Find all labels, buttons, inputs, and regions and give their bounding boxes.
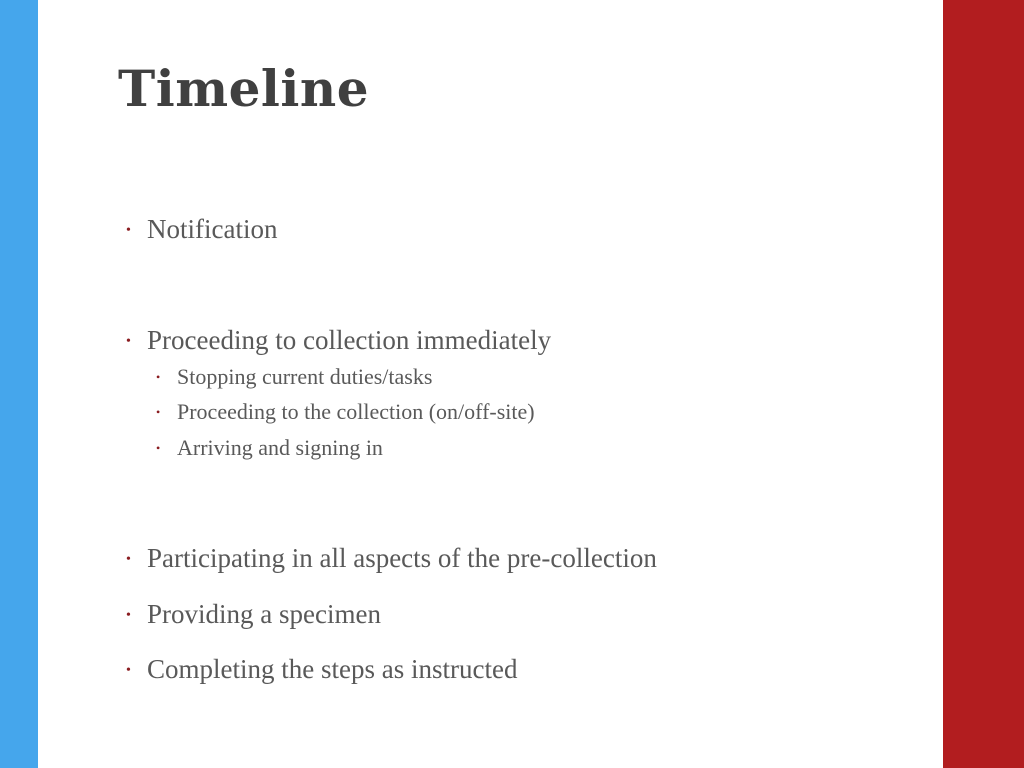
sub-bullet-dot-icon: • xyxy=(156,441,161,455)
bullet-item xyxy=(126,212,277,248)
bullet-item xyxy=(126,323,551,359)
slide-title: Timeline xyxy=(118,59,370,118)
bullet-text: Proceeding to collection immediately xyxy=(147,325,552,355)
bullet-text: Providing a specimen xyxy=(147,599,381,629)
sub-bullet-dot-icon: • xyxy=(156,370,161,384)
bullet-text: Completing the steps as instructed xyxy=(147,654,518,684)
sub-bullet-text: Proceeding to the collection (on/off-site) xyxy=(177,399,535,424)
right-accent-bar xyxy=(943,0,1024,768)
sub-bullet-text: Arriving and signing in xyxy=(177,435,383,460)
sub-bullet-item xyxy=(156,397,535,427)
bullet-dot-icon: • xyxy=(126,608,131,623)
bullet-item xyxy=(126,597,381,633)
sub-bullet-text: Stopping current duties/tasks xyxy=(177,364,433,389)
bullet-dot-icon: • xyxy=(126,334,131,349)
sub-bullet-item xyxy=(156,433,383,463)
bullet-dot-icon: • xyxy=(126,552,131,567)
bullet-dot-icon: • xyxy=(126,223,131,238)
bullet-text: Notification xyxy=(147,214,278,244)
bullet-text: Participating in all aspects of the pre-collection xyxy=(147,543,657,573)
bullet-item xyxy=(126,652,517,688)
left-accent-bar xyxy=(0,0,38,768)
sub-bullet-item xyxy=(156,362,432,392)
bullet-item xyxy=(126,541,657,577)
bullet-dot-icon: • xyxy=(126,663,131,678)
sub-bullet-dot-icon: • xyxy=(156,405,161,419)
